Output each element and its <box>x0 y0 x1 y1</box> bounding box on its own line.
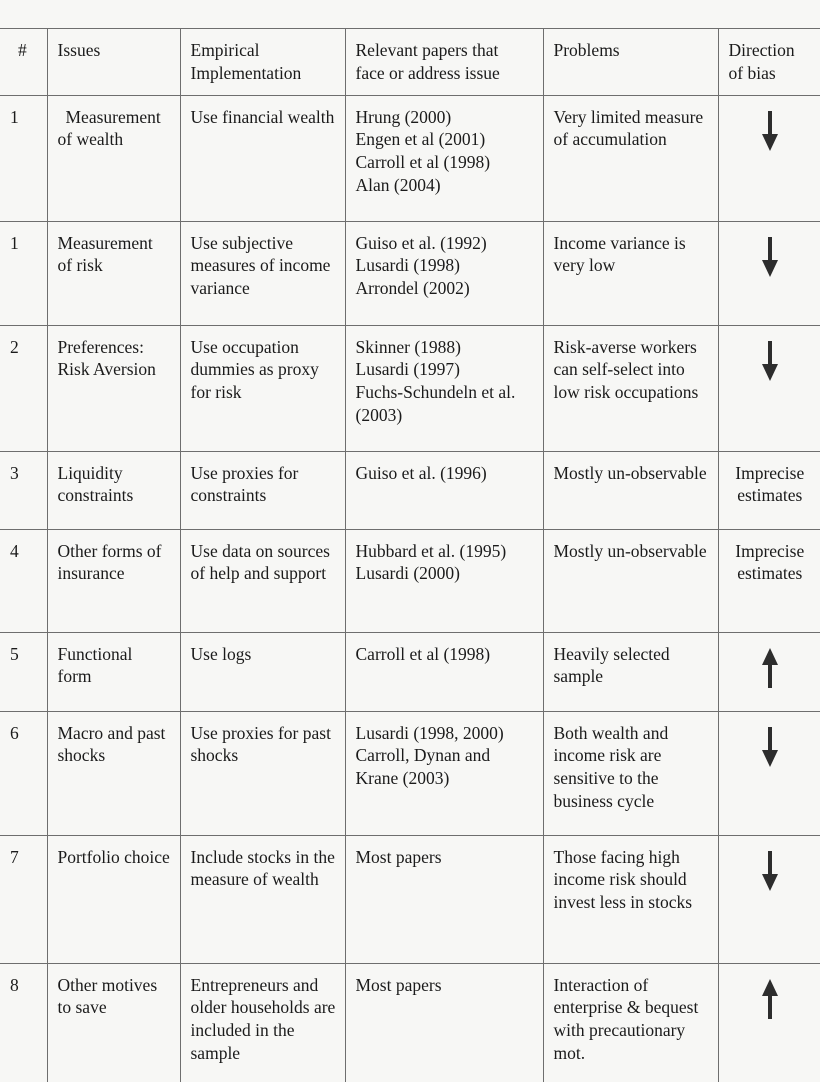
cell-issue: Measurement of risk <box>47 221 180 325</box>
cell-row-number: 2 <box>0 325 47 451</box>
cell-issue: Liquidity constraints <box>47 451 180 529</box>
table-row <box>0 529 820 632</box>
cell-relevant-papers <box>345 221 543 325</box>
arrow-down-icon <box>759 110 781 152</box>
direction-of-bias-text: Imprecise estimates <box>735 462 805 506</box>
cell-relevant-papers <box>345 632 543 711</box>
table-row <box>0 835 820 963</box>
cell-direction-of-bias <box>718 963 820 1082</box>
table-header <box>0 29 820 96</box>
cell-direction-of-bias <box>718 95 820 221</box>
cell-relevant-papers <box>345 711 543 835</box>
column-header-relevant-papers <box>345 29 543 96</box>
cell-direction-of-bias <box>718 325 820 451</box>
paper-reference: Hubbard et al. (1995) <box>355 540 507 561</box>
table-row <box>0 95 820 221</box>
cell-problems: Mostly un-observable <box>543 451 718 529</box>
column-header-direction-line2: of bias <box>728 62 776 83</box>
cell-direction-of-bias <box>718 221 820 325</box>
cell-row-number: 7 <box>0 835 47 963</box>
cell-issue: Portfolio choice <box>47 835 180 963</box>
cell-relevant-papers <box>345 529 543 632</box>
cell-row-number: 4 <box>0 529 47 632</box>
cell-relevant-papers <box>345 963 543 1082</box>
column-header-problems: Problems <box>543 29 718 96</box>
arrow-up-icon <box>759 978 781 1020</box>
paper-reference: Engen et al (2001) <box>355 129 486 150</box>
arrow-down-icon <box>759 236 781 278</box>
paper-reference: Carroll et al (1998) <box>355 643 491 664</box>
paper-reference: Lusardi (2000) <box>355 563 460 584</box>
paper-reference: Lusardi (1998) <box>355 255 460 276</box>
cell-issue: Functional form <box>47 632 180 711</box>
direction-of-bias-text: Imprecise estimates <box>735 540 805 584</box>
cell-direction-of-bias <box>718 529 820 632</box>
cell-empirical-implementation: Use logs <box>180 632 345 711</box>
cell-issue: Measurement of wealth <box>47 95 180 221</box>
table-row <box>0 711 820 835</box>
cell-problems: Income variance is very low <box>543 221 718 325</box>
paper-reference: Carroll et al (1998) <box>355 152 491 172</box>
cell-row-number: 5 <box>0 632 47 711</box>
column-header-empirical-line1: Empirical <box>190 40 260 60</box>
cell-problems: Risk-averse workers can self-select into low risk occupations <box>543 325 718 451</box>
cell-empirical-implementation: Use proxies for constraints <box>180 451 345 529</box>
table-row <box>0 221 820 325</box>
paper-reference: Guiso et al. (1996) <box>355 462 487 483</box>
cell-empirical-implementation: Use financial wealth <box>180 95 345 221</box>
header-row <box>0 29 820 96</box>
cell-direction-of-bias <box>718 711 820 835</box>
cell-problems: Interaction of enterprise & bequest with precautionary mot. <box>543 963 718 1082</box>
precautionary-savings-issues-table <box>0 28 820 1082</box>
paper-reference: Skinner (1988) <box>355 336 461 357</box>
cell-relevant-papers <box>345 325 543 451</box>
cell-empirical-implementation: Include stocks in the measure of wealth <box>180 835 345 963</box>
cell-issue: Other motives to save <box>47 963 180 1082</box>
cell-direction-of-bias <box>718 835 820 963</box>
table-row <box>0 963 820 1082</box>
column-header-issues: Issues <box>47 29 180 96</box>
arrow-down-icon <box>759 850 781 892</box>
cell-empirical-implementation: Entrepreneurs and older households are included in the sample <box>180 963 345 1082</box>
paper-reference: Alan (2004) <box>355 174 441 195</box>
paper-reference: Most papers <box>355 846 442 867</box>
cell-direction-of-bias <box>718 451 820 529</box>
cell-problems: Very limited measure of accumulation <box>543 95 718 221</box>
paper-reference: Lusardi (1998, 2000) <box>355 722 504 743</box>
cell-empirical-implementation: Use occupation dummies as proxy for risk <box>180 325 345 451</box>
cell-row-number: 8 <box>0 963 47 1082</box>
arrow-up-icon <box>759 647 781 689</box>
cell-row-number: 1 <box>0 221 47 325</box>
cell-issue: Other forms of insurance <box>47 529 180 632</box>
cell-row-number: 6 <box>0 711 47 835</box>
column-header-papers-line1: Relevant papers that <box>355 40 499 60</box>
paper-reference: Hrung (2000) <box>355 106 452 127</box>
table-row <box>0 632 820 711</box>
cell-direction-of-bias <box>718 632 820 711</box>
cell-problems: Mostly un-observable <box>543 529 718 632</box>
column-header-empirical-implementation <box>180 29 345 96</box>
cell-issue: Macro and past shocks <box>47 711 180 835</box>
cell-relevant-papers <box>345 451 543 529</box>
column-header-papers-line2: face or address issue <box>355 62 500 83</box>
paper-reference: Arrondel (2002) <box>355 278 470 298</box>
arrow-down-icon <box>759 726 781 768</box>
column-header-direction-line1: Direction <box>728 40 795 60</box>
column-header-direction-of-bias <box>718 29 820 96</box>
cell-empirical-implementation: Use data on sources of help and support <box>180 529 345 632</box>
paper-reference: Fuchs-Schundeln et al. (2003) <box>355 382 516 425</box>
cell-relevant-papers <box>345 95 543 221</box>
table-body <box>0 95 820 1082</box>
table-row <box>0 325 820 451</box>
cell-row-number: 1 <box>0 95 47 221</box>
arrow-down-icon <box>759 340 781 382</box>
cell-issue: Preferences: Risk Aversion <box>47 325 180 451</box>
paper-reference: Lusardi (1997) <box>355 359 460 380</box>
paper-reference: Most papers <box>355 974 442 995</box>
cell-problems: Those facing high income risk should invest less in stocks <box>543 835 718 963</box>
cell-row-number: 3 <box>0 451 47 529</box>
cell-problems: Both wealth and income risk are sensitive to the business cycle <box>543 711 718 835</box>
column-header-number: # <box>0 29 47 96</box>
table-row <box>0 451 820 529</box>
column-header-empirical-line2: Implementation <box>190 62 302 83</box>
cell-empirical-implementation: Use subjective measures of income variance <box>180 221 345 325</box>
paper-reference: Carroll, Dynan and Krane (2003) <box>355 745 491 788</box>
paper-reference: Guiso et al. (1992) <box>355 232 487 253</box>
cell-empirical-implementation: Use proxies for past shocks <box>180 711 345 835</box>
cell-problems: Heavily selected sample <box>543 632 718 711</box>
cell-relevant-papers <box>345 835 543 963</box>
